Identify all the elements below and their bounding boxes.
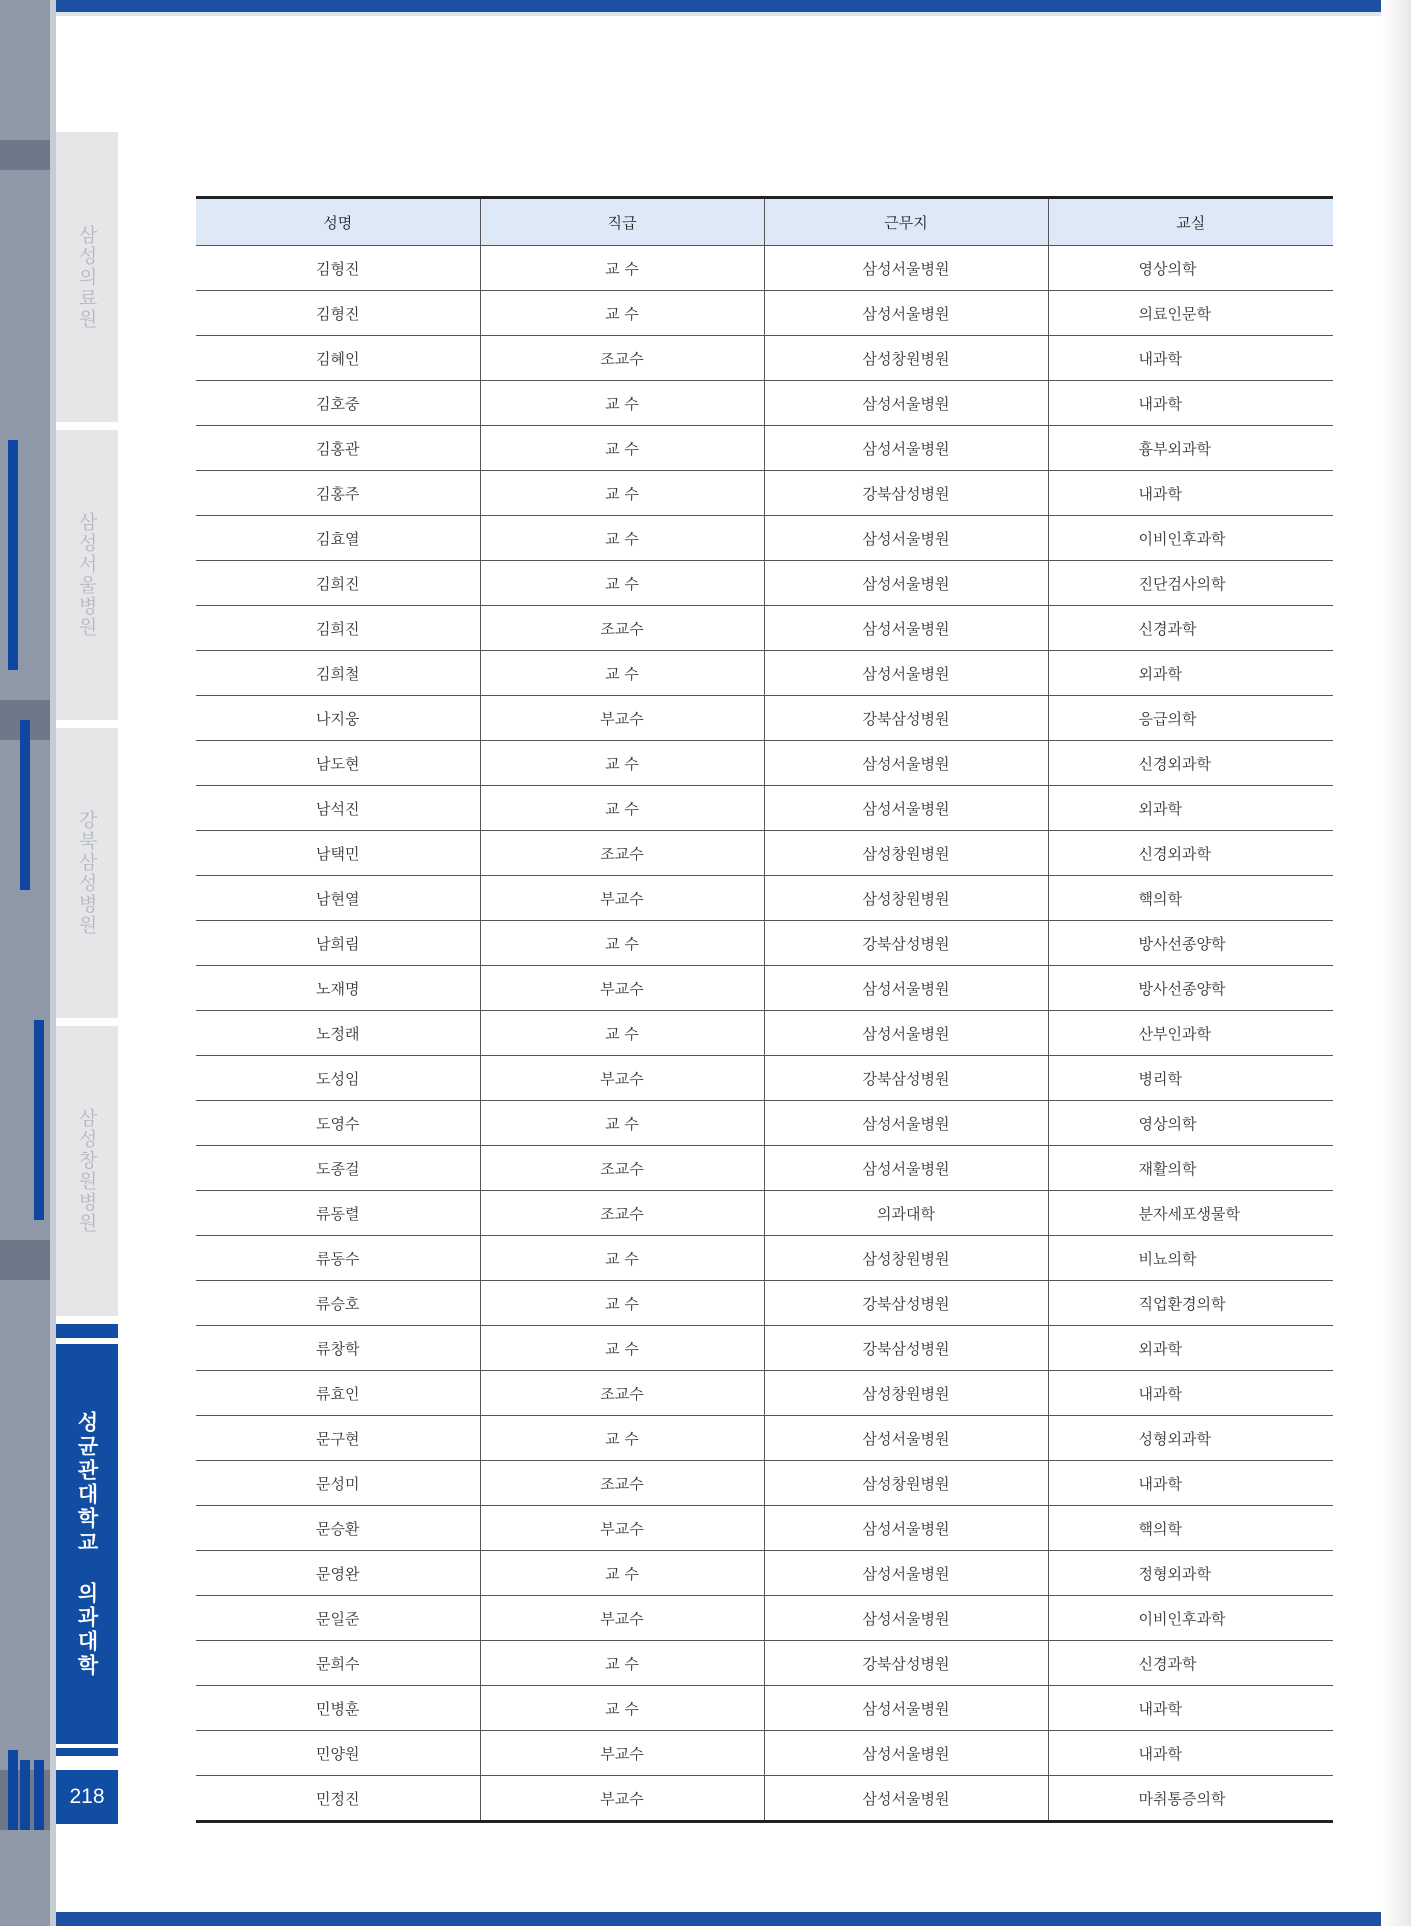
cell-rank: 교 수 bbox=[480, 1551, 764, 1596]
table-row bbox=[196, 966, 1333, 1011]
cell-rank: 교 수 bbox=[480, 651, 764, 696]
cell-workplace: 삼성창원병원 bbox=[764, 1461, 1048, 1506]
cell-name: 남희림 bbox=[196, 921, 480, 966]
cell-name: 문승환 bbox=[196, 1506, 480, 1551]
cell-department: 응급의학 bbox=[1048, 696, 1333, 741]
cell-name: 김형진 bbox=[196, 291, 480, 336]
cell-workplace: 삼성서울병원 bbox=[764, 246, 1048, 291]
cell-workplace: 삼성서울병원 bbox=[764, 606, 1048, 651]
cell-department: 흉부외과학 bbox=[1048, 426, 1333, 471]
header-name: 성명 bbox=[196, 198, 480, 246]
faculty-table bbox=[196, 196, 1333, 1823]
cell-name: 민병훈 bbox=[196, 1686, 480, 1731]
cell-workplace: 삼성서울병원 bbox=[764, 1011, 1048, 1056]
cell-workplace: 의과대학 bbox=[764, 1191, 1048, 1236]
cell-department: 이비인후과학 bbox=[1048, 1596, 1333, 1641]
cell-department: 영상의학 bbox=[1048, 246, 1333, 291]
cell-workplace: 강북삼성병원 bbox=[764, 696, 1048, 741]
table-row bbox=[196, 1371, 1333, 1416]
cell-department: 분자세포생물학 bbox=[1048, 1191, 1333, 1236]
cell-department: 산부인과학 bbox=[1048, 1011, 1333, 1056]
cell-rank: 부교수 bbox=[480, 696, 764, 741]
cell-rank: 교 수 bbox=[480, 1326, 764, 1371]
cell-department: 핵의학 bbox=[1048, 876, 1333, 921]
cell-workplace: 삼성서울병원 bbox=[764, 1101, 1048, 1146]
cell-name: 김희철 bbox=[196, 651, 480, 696]
cell-workplace: 삼성서울병원 bbox=[764, 1416, 1048, 1461]
cell-rank: 교 수 bbox=[480, 1101, 764, 1146]
cell-rank: 조교수 bbox=[480, 1146, 764, 1191]
table-row bbox=[196, 696, 1333, 741]
cell-workplace: 삼성서울병원 bbox=[764, 1776, 1048, 1822]
table-row bbox=[196, 651, 1333, 696]
header-workplace: 근무지 bbox=[764, 198, 1048, 246]
cell-name: 김홍관 bbox=[196, 426, 480, 471]
cell-name: 도종걸 bbox=[196, 1146, 480, 1191]
cell-department: 정형외과학 bbox=[1048, 1551, 1333, 1596]
cell-department: 외과학 bbox=[1048, 651, 1333, 696]
cell-rank: 교 수 bbox=[480, 426, 764, 471]
cell-rank: 부교수 bbox=[480, 966, 764, 1011]
cell-department: 내과학 bbox=[1048, 1686, 1333, 1731]
cell-department: 신경외과학 bbox=[1048, 741, 1333, 786]
cell-name: 민정진 bbox=[196, 1776, 480, 1822]
cell-department: 외과학 bbox=[1048, 1326, 1333, 1371]
cell-name: 나지웅 bbox=[196, 696, 480, 741]
table-row bbox=[196, 1416, 1333, 1461]
cell-name: 남현열 bbox=[196, 876, 480, 921]
cell-rank: 부교수 bbox=[480, 876, 764, 921]
cell-name: 류동수 bbox=[196, 1236, 480, 1281]
cell-rank: 교 수 bbox=[480, 471, 764, 516]
cell-department: 내과학 bbox=[1048, 1731, 1333, 1776]
cell-department: 직업환경의학 bbox=[1048, 1281, 1333, 1326]
cell-department: 비뇨의학 bbox=[1048, 1236, 1333, 1281]
cell-department: 마취통증의학 bbox=[1048, 1776, 1333, 1822]
page-top-border bbox=[56, 0, 1411, 12]
cell-workplace: 삼성창원병원 bbox=[764, 1236, 1048, 1281]
table-row bbox=[196, 1101, 1333, 1146]
cell-department: 의료인문학 bbox=[1048, 291, 1333, 336]
table-row bbox=[196, 741, 1333, 786]
cell-workplace: 삼성서울병원 bbox=[764, 1146, 1048, 1191]
side-tab-label: 강북삼성병원 bbox=[75, 810, 98, 936]
cell-rank: 교 수 bbox=[480, 1416, 764, 1461]
table-row bbox=[196, 1596, 1333, 1641]
cell-workplace: 강북삼성병원 bbox=[764, 1056, 1048, 1101]
cell-rank: 조교수 bbox=[480, 606, 764, 651]
cell-rank: 교 수 bbox=[480, 921, 764, 966]
cell-name: 문성미 bbox=[196, 1461, 480, 1506]
side-tab-label: 삼성서울병원 bbox=[75, 512, 98, 638]
cell-workplace: 삼성창원병원 bbox=[764, 336, 1048, 381]
cell-rank: 교 수 bbox=[480, 561, 764, 606]
table-row bbox=[196, 1641, 1333, 1686]
table-row bbox=[196, 1326, 1333, 1371]
table-row bbox=[196, 471, 1333, 516]
book-edge bbox=[0, 0, 56, 1926]
cell-rank: 교 수 bbox=[480, 381, 764, 426]
cell-workplace: 삼성서울병원 bbox=[764, 786, 1048, 831]
cell-department: 재활의학 bbox=[1048, 1146, 1333, 1191]
cell-department: 영상의학 bbox=[1048, 1101, 1333, 1146]
cell-workplace: 강북삼성병원 bbox=[764, 921, 1048, 966]
cell-rank: 교 수 bbox=[480, 246, 764, 291]
cell-department: 내과학 bbox=[1048, 336, 1333, 381]
table-row bbox=[196, 1281, 1333, 1326]
cell-rank: 부교수 bbox=[480, 1506, 764, 1551]
cell-name: 민양원 bbox=[196, 1731, 480, 1776]
cell-name: 류동렬 bbox=[196, 1191, 480, 1236]
header-department: 교실 bbox=[1048, 198, 1333, 246]
cell-name: 남석진 bbox=[196, 786, 480, 831]
side-tab-label-active: 성균관대학교 의과대학 bbox=[75, 1410, 99, 1678]
cell-department: 방사선종양학 bbox=[1048, 966, 1333, 1011]
page-top-shadow bbox=[56, 12, 1411, 16]
cell-department: 신경과학 bbox=[1048, 1641, 1333, 1686]
cell-department: 외과학 bbox=[1048, 786, 1333, 831]
cell-department: 신경과학 bbox=[1048, 606, 1333, 651]
cell-rank: 부교수 bbox=[480, 1596, 764, 1641]
cell-department: 방사선종양학 bbox=[1048, 921, 1333, 966]
cell-name: 류승호 bbox=[196, 1281, 480, 1326]
side-tab-samsung-medical-center[interactable] bbox=[56, 132, 118, 422]
cell-name: 김혜인 bbox=[196, 336, 480, 381]
cell-workplace: 강북삼성병원 bbox=[764, 471, 1048, 516]
cell-rank: 조교수 bbox=[480, 1461, 764, 1506]
cell-workplace: 삼성서울병원 bbox=[764, 1506, 1048, 1551]
cell-workplace: 삼성서울병원 bbox=[764, 1596, 1048, 1641]
cell-workplace: 삼성서울병원 bbox=[764, 966, 1048, 1011]
table-row bbox=[196, 381, 1333, 426]
cell-rank: 부교수 bbox=[480, 1056, 764, 1101]
active-tab-cap-bottom bbox=[56, 1748, 118, 1756]
cell-name: 김홍주 bbox=[196, 471, 480, 516]
cell-workplace: 삼성서울병원 bbox=[764, 1686, 1048, 1731]
table-row bbox=[196, 606, 1333, 651]
cell-rank: 교 수 bbox=[480, 786, 764, 831]
cell-department: 성형외과학 bbox=[1048, 1416, 1333, 1461]
cell-rank: 조교수 bbox=[480, 1371, 764, 1416]
cell-rank: 교 수 bbox=[480, 1686, 764, 1731]
table-row bbox=[196, 1011, 1333, 1056]
table-row bbox=[196, 246, 1333, 291]
table-row bbox=[196, 876, 1333, 921]
side-tab-label: 삼성창원병원 bbox=[75, 1108, 98, 1234]
table-row bbox=[196, 1551, 1333, 1596]
cell-name: 김형진 bbox=[196, 246, 480, 291]
cell-name: 김희진 bbox=[196, 606, 480, 651]
cell-name: 노재명 bbox=[196, 966, 480, 1011]
table-row bbox=[196, 561, 1333, 606]
cell-department: 이비인후과학 bbox=[1048, 516, 1333, 561]
table-row bbox=[196, 1776, 1333, 1822]
table-header-row bbox=[196, 198, 1333, 246]
cell-department: 신경외과학 bbox=[1048, 831, 1333, 876]
cell-workplace: 삼성서울병원 bbox=[764, 426, 1048, 471]
cell-name: 문희수 bbox=[196, 1641, 480, 1686]
table-row bbox=[196, 426, 1333, 471]
table-row bbox=[196, 1146, 1333, 1191]
cell-name: 김희진 bbox=[196, 561, 480, 606]
header-rank: 직급 bbox=[480, 198, 764, 246]
table-row bbox=[196, 1056, 1333, 1101]
side-tab-kangbuk-samsung-hospital[interactable] bbox=[56, 728, 118, 1018]
table-row bbox=[196, 831, 1333, 876]
cell-workplace: 삼성창원병원 bbox=[764, 1371, 1048, 1416]
cell-name: 남도현 bbox=[196, 741, 480, 786]
cell-rank: 교 수 bbox=[480, 741, 764, 786]
cell-name: 문일준 bbox=[196, 1596, 480, 1641]
table-row bbox=[196, 786, 1333, 831]
cell-workplace: 삼성창원병원 bbox=[764, 831, 1048, 876]
table-row bbox=[196, 1506, 1333, 1551]
cell-department: 내과학 bbox=[1048, 1371, 1333, 1416]
table-row bbox=[196, 921, 1333, 966]
cell-rank: 조교수 bbox=[480, 336, 764, 381]
table-body bbox=[196, 246, 1333, 1822]
cell-workplace: 강북삼성병원 bbox=[764, 1281, 1048, 1326]
cell-rank: 교 수 bbox=[480, 1641, 764, 1686]
side-tab-label: 삼성의료원 bbox=[75, 224, 98, 330]
cell-name: 김호중 bbox=[196, 381, 480, 426]
cell-name: 도성임 bbox=[196, 1056, 480, 1101]
active-tab-cap bbox=[56, 1324, 118, 1338]
cell-rank: 교 수 bbox=[480, 1281, 764, 1326]
cell-name: 남택민 bbox=[196, 831, 480, 876]
table-row bbox=[196, 516, 1333, 561]
cell-rank: 조교수 bbox=[480, 1191, 764, 1236]
cell-rank: 조교수 bbox=[480, 831, 764, 876]
cell-workplace: 삼성서울병원 bbox=[764, 291, 1048, 336]
cell-department: 내과학 bbox=[1048, 1461, 1333, 1506]
table-row bbox=[196, 1191, 1333, 1236]
cell-department: 진단검사의학 bbox=[1048, 561, 1333, 606]
cell-workplace: 삼성서울병원 bbox=[764, 1551, 1048, 1596]
cell-name: 도영수 bbox=[196, 1101, 480, 1146]
cell-workplace: 삼성서울병원 bbox=[764, 741, 1048, 786]
side-tab-samsung-changwon-hospital[interactable] bbox=[56, 1026, 118, 1316]
table-row bbox=[196, 1731, 1333, 1776]
cell-workplace: 삼성서울병원 bbox=[764, 1731, 1048, 1776]
cell-rank: 교 수 bbox=[480, 1011, 764, 1056]
table-row bbox=[196, 1686, 1333, 1731]
cell-department: 내과학 bbox=[1048, 471, 1333, 516]
cell-name: 류효인 bbox=[196, 1371, 480, 1416]
table-row bbox=[196, 336, 1333, 381]
cell-rank: 교 수 bbox=[480, 516, 764, 561]
cell-rank: 부교수 bbox=[480, 1731, 764, 1776]
table-row bbox=[196, 1461, 1333, 1506]
page-bottom-border bbox=[56, 1912, 1411, 1926]
table-row bbox=[196, 1236, 1333, 1281]
cell-name: 류창학 bbox=[196, 1326, 480, 1371]
cell-name: 문구현 bbox=[196, 1416, 480, 1461]
table-row bbox=[196, 291, 1333, 336]
cell-rank: 교 수 bbox=[480, 1236, 764, 1281]
page-right-shade bbox=[1381, 0, 1411, 1926]
cell-workplace: 강북삼성병원 bbox=[764, 1641, 1048, 1686]
cell-name: 노정래 bbox=[196, 1011, 480, 1056]
cell-name: 문영완 bbox=[196, 1551, 480, 1596]
cell-workplace: 삼성창원병원 bbox=[764, 876, 1048, 921]
cell-workplace: 강북삼성병원 bbox=[764, 1326, 1048, 1371]
cell-workplace: 삼성서울병원 bbox=[764, 381, 1048, 426]
cell-department: 병리학 bbox=[1048, 1056, 1333, 1101]
cell-workplace: 삼성서울병원 bbox=[764, 561, 1048, 606]
cell-rank: 부교수 bbox=[480, 1776, 764, 1822]
page-number: 218 bbox=[56, 1770, 118, 1824]
cell-name: 김효열 bbox=[196, 516, 480, 561]
cell-workplace: 삼성서울병원 bbox=[764, 516, 1048, 561]
cell-department: 핵의학 bbox=[1048, 1506, 1333, 1551]
cell-rank: 교 수 bbox=[480, 291, 764, 336]
side-tab-samsung-seoul-hospital[interactable] bbox=[56, 430, 118, 720]
side-tab-skku-medicine[interactable] bbox=[56, 1344, 118, 1744]
cell-department: 내과학 bbox=[1048, 381, 1333, 426]
cell-workplace: 삼성서울병원 bbox=[764, 651, 1048, 696]
